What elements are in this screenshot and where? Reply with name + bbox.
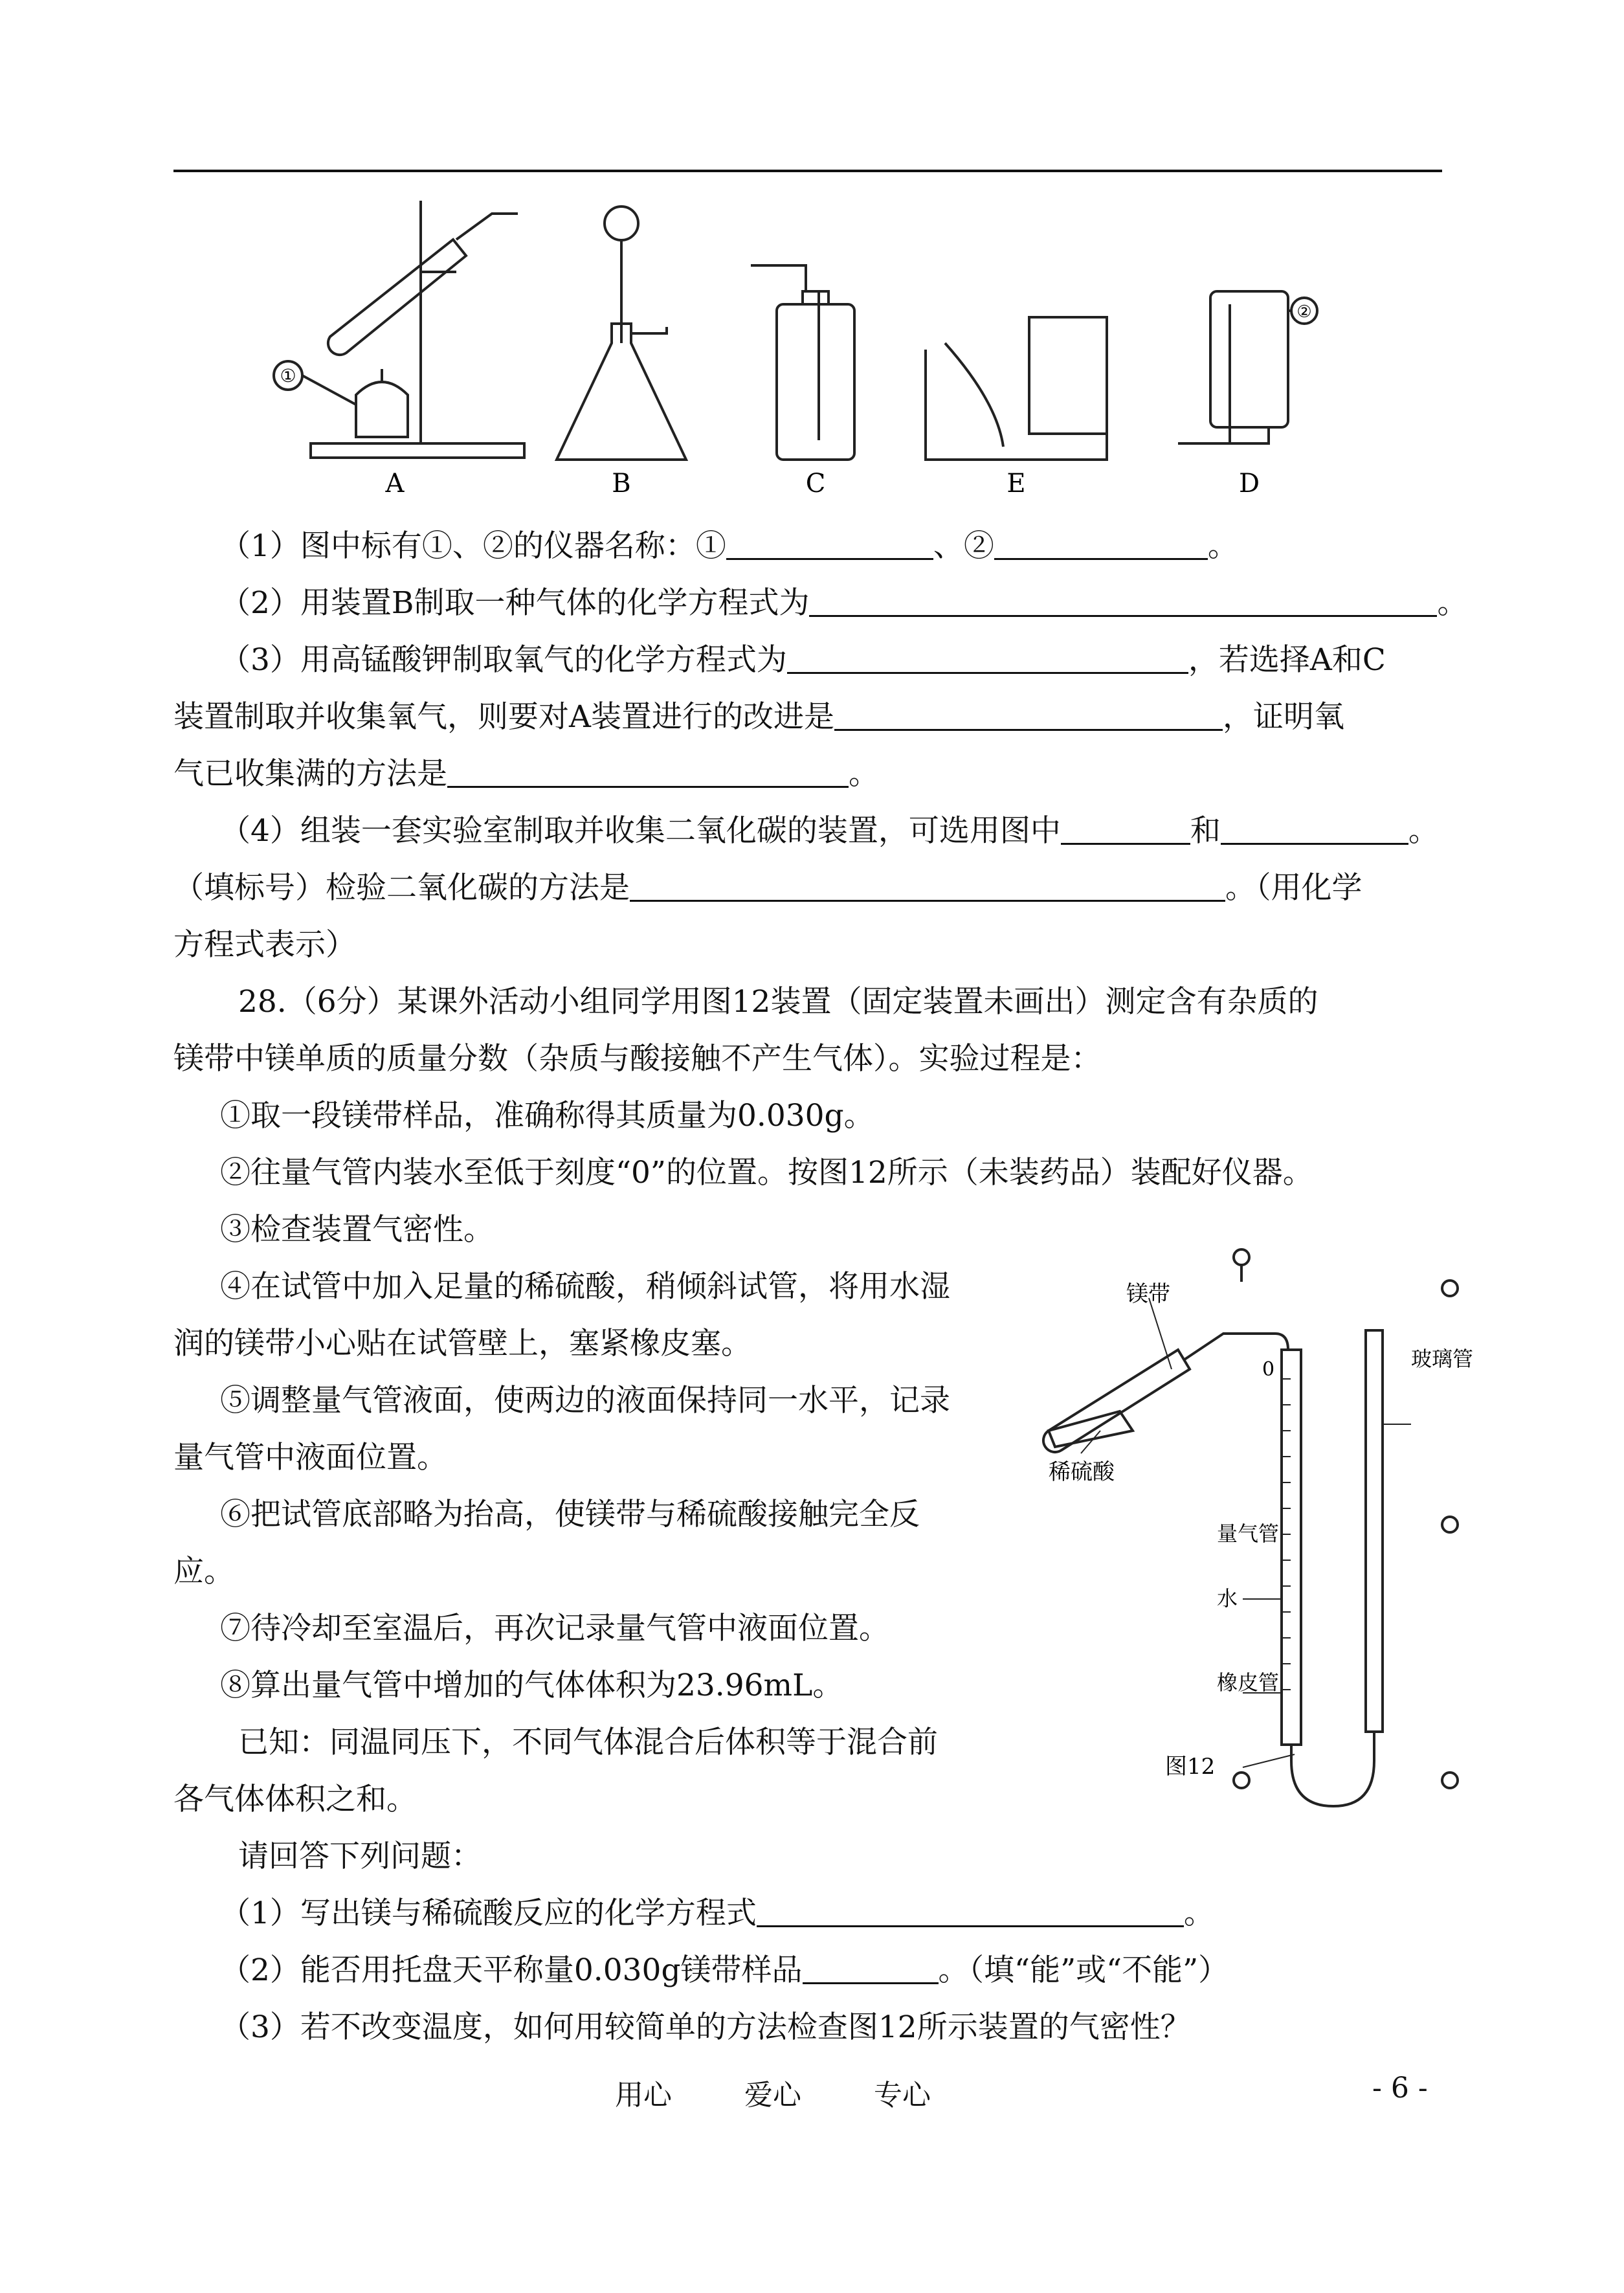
q28-intro-1: 28.（6分）某课外活动小组同学用图12装置（固定装置未画出）测定含有杂质的 xyxy=(238,984,1318,1020)
glass-tube xyxy=(1366,1330,1383,1732)
figure-caption: 图12 xyxy=(1165,1754,1216,1780)
answer-blank[interactable] xyxy=(726,528,933,560)
q27-part4-line1: （4）组装一套实验室制取并收集二氧化碳的装置，可选用图中 和 。 xyxy=(220,813,1439,849)
q28-step-8: ⑧算出量气管中增加的气体体积为23.96mL。 xyxy=(220,1668,843,1703)
footer-text-1: 用心 xyxy=(615,2079,672,2112)
q28-answer-3: （3）若不改变温度，如何用较简单的方法检查图12所示装置的气密性？ xyxy=(220,2009,1191,2045)
q28-step-3: ③检查装置气密性。 xyxy=(220,1212,494,1247)
label-gas-tube: 量气管 xyxy=(1217,1521,1280,1546)
q27-part3-line3: 气已收集满的方法是 。 xyxy=(173,756,879,792)
q28-ask: 请回答下列问题： xyxy=(238,1839,482,1874)
answer-blank[interactable] xyxy=(1221,813,1408,845)
test-tube-12 xyxy=(1043,1350,1190,1452)
q28-step-6b: 应。 xyxy=(173,1554,234,1589)
q27-part3-line1: （3）用高锰酸钾制取氧气的化学方程式为 ，若选择A和C xyxy=(220,642,1386,678)
answer-blank[interactable] xyxy=(834,699,1223,731)
q27-part2: （2）用装置B制取一种气体的化学方程式为 。 xyxy=(220,585,1468,621)
answer-blank[interactable] xyxy=(787,642,1188,674)
q28-step-5a: ⑤调整量气管液面，使两边的液面保持同一水平，记录 xyxy=(220,1383,950,1418)
q28-intro-2: 镁带中镁单质的质量分数（杂质与酸接触不产生气体）。实验过程是： xyxy=(173,1041,1102,1077)
conical-flask xyxy=(557,324,686,460)
label-zero: 0 xyxy=(1262,1358,1275,1381)
q27-part1: （1）图中标有①、②的仪器名称：① 、② 。 xyxy=(220,528,1238,564)
q28-step-6a: ⑥把试管底部略为抬高，使镁带与稀硫酸接触完全反 xyxy=(220,1497,920,1532)
label-e: E xyxy=(1007,469,1026,498)
label-glass: 玻璃管 xyxy=(1411,1347,1474,1371)
page-number: - 6 - xyxy=(1372,2072,1428,2105)
apparatus-figure xyxy=(259,188,1312,498)
marker-1: ① xyxy=(280,365,296,386)
test-tube xyxy=(328,240,466,355)
label-acid: 稀硫酸 xyxy=(1049,1459,1115,1485)
answer-blank[interactable] xyxy=(994,528,1208,560)
q28-answer-1: （1）写出镁与稀硫酸反应的化学方程式 。 xyxy=(220,1896,1214,1931)
q27-part4-line3: 方程式表示） xyxy=(173,927,356,963)
answer-blank[interactable] xyxy=(447,756,849,788)
gas-bottle-d xyxy=(1210,291,1288,427)
q28-step-7: ⑦待冷却至室温后，再次记录量气管中液面位置。 xyxy=(220,1611,889,1646)
label-c: C xyxy=(805,469,826,498)
q28-step-1: ①取一段镁带样品，准确称得其质量为0.030g。 xyxy=(220,1098,874,1134)
label-rubber: 橡皮管 xyxy=(1217,1670,1280,1695)
label-d: D xyxy=(1238,469,1260,498)
label-water: 水 xyxy=(1217,1586,1238,1611)
q28-step-2: ②往量气管内装水至低于刻度“0”的位置。按图12所示（未装药品）装配好仪器。 xyxy=(220,1155,1313,1191)
water-trough xyxy=(926,350,1107,460)
stand-base xyxy=(311,443,524,458)
q28-step-4b: 润的镁带小心贴在试管壁上，塞紧橡皮塞。 xyxy=(173,1326,751,1361)
q28-known-1: 已知：同温同压下，不同气体混合后体积等于混合前 xyxy=(238,1725,938,1760)
label-mg: 镁带 xyxy=(1126,1281,1170,1307)
gas-measuring-tube xyxy=(1282,1350,1301,1745)
rubber-tube xyxy=(1291,1732,1374,1806)
alcohol-lamp xyxy=(356,382,408,437)
figure-12 xyxy=(1029,1236,1495,1800)
q27-part4-line2: （填标号）检验二氧化碳的方法是 。（用化学 xyxy=(173,870,1363,906)
answer-blank[interactable] xyxy=(803,1952,939,1984)
footer-text-3: 专心 xyxy=(874,2079,931,2112)
inverted-jar xyxy=(1029,317,1107,434)
gas-bottle xyxy=(777,304,854,460)
answer-blank[interactable] xyxy=(809,585,1437,617)
answer-blank[interactable] xyxy=(757,1896,1184,1927)
label-a: A xyxy=(385,469,405,498)
q28-answer-2: （2）能否用托盘天平称量0.030g镁带样品 。（填“能”或“不能”） xyxy=(220,1952,1229,1988)
answer-blank[interactable] xyxy=(630,870,1225,902)
marker-2: ② xyxy=(1296,302,1312,322)
answer-blank[interactable] xyxy=(1061,813,1190,845)
header-rule xyxy=(173,170,1442,172)
footer-text-2: 爱心 xyxy=(744,2079,801,2112)
q28-known-2: 各气体体积之和。 xyxy=(173,1782,417,1817)
question-27 xyxy=(173,518,1468,974)
q28-step-4a: ④在试管中加入足量的稀硫酸，稍倾斜试管，将用水湿 xyxy=(220,1269,950,1304)
q27-part3-line2: 装置制取并收集氧气，则要对A装置进行的改进是 ，证明氧 xyxy=(173,699,1344,735)
label-b: B xyxy=(612,469,631,498)
q28-step-5b: 量气管中液面位置。 xyxy=(173,1440,447,1475)
